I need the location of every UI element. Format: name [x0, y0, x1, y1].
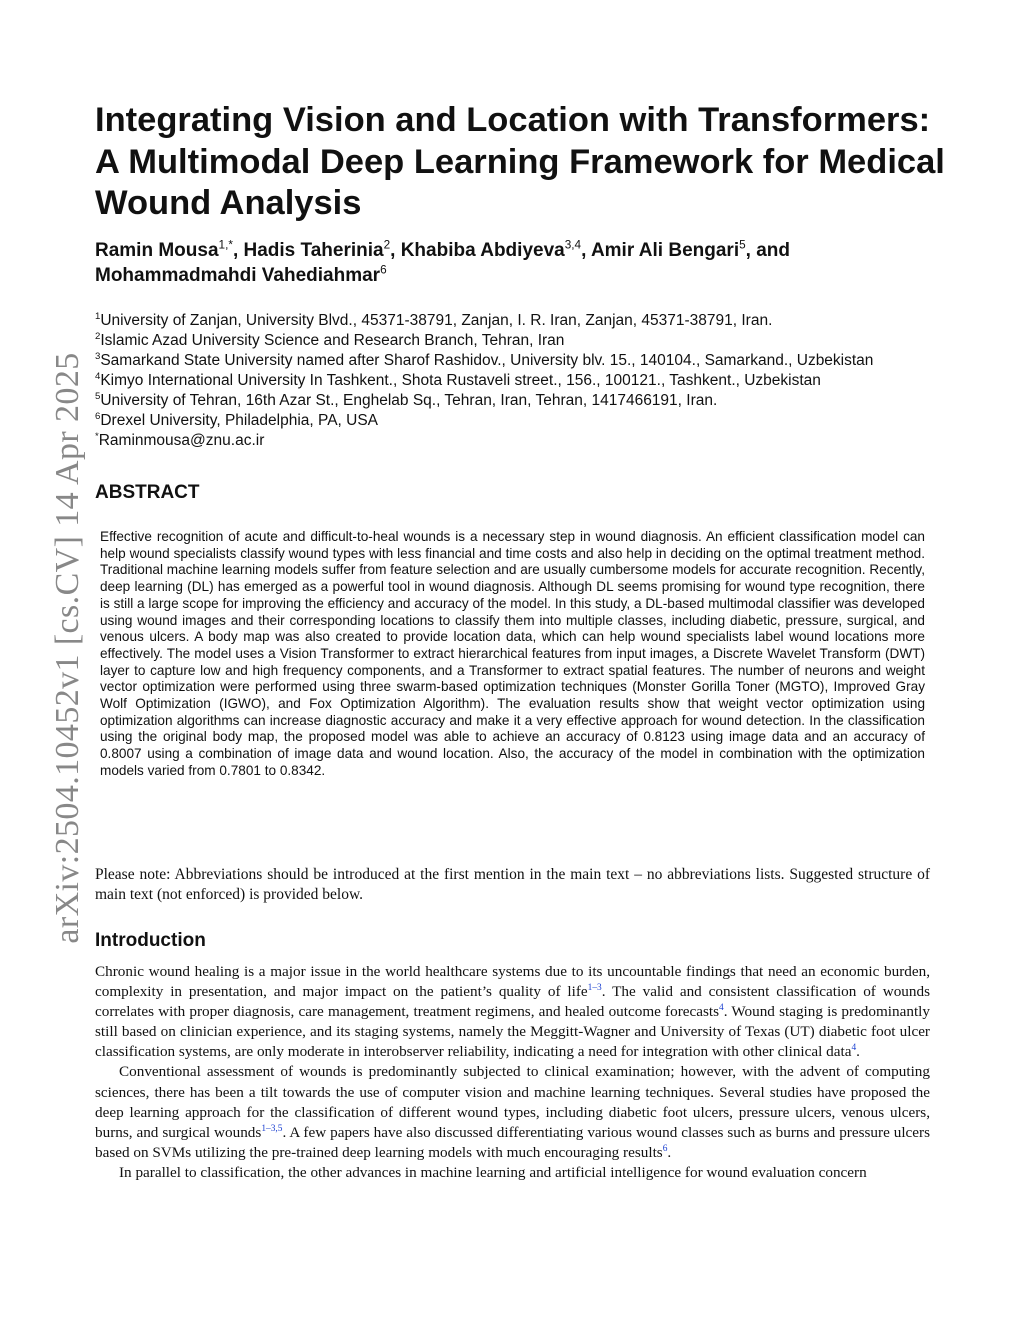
affiliation-list	[95, 311, 955, 451]
affiliation-item	[95, 371, 955, 391]
author-separator: , and	[745, 240, 790, 261]
author-affiliation-marker: 5	[739, 238, 746, 252]
citation-link[interactable]: 1–3	[587, 983, 602, 994]
arxiv-identifier-stamp: arXiv:2504.10452v1 [cs.CV] 14 Apr 2025	[49, 352, 86, 944]
paper-title: Integrating Vision and Location with Transformers: A Multimodal Deep Learning Framework for Medical Wound Analysis	[95, 101, 945, 222]
introduction-paragraph	[95, 1062, 930, 1162]
affiliation-marker: *	[95, 430, 99, 442]
affiliation-marker: 3	[95, 350, 101, 362]
affiliation-item	[95, 311, 955, 331]
author-name: Amir Ali Bengari	[590, 240, 740, 261]
affiliation-marker: 2	[95, 330, 101, 342]
editorial-note: Please note: Abbreviations should be introduced at the first mention in the main text – no abbreviations lists. Suggested structure of main text (not enforced) is provided below.	[95, 866, 930, 903]
affiliation-marker: 5	[95, 390, 101, 402]
citation-link[interactable]: 1–3,5	[261, 1123, 283, 1134]
paragraph-text: . The valid and consistent classification of wounds correlates with proper diagnosis, care management, treatment regimens, and healed outcome forecasts	[95, 983, 930, 1021]
affiliation-text: Raminmousa@znu.ac.ir	[98, 432, 265, 449]
author-separator: ,	[581, 240, 591, 261]
author-name: Mohammadmahdi Vahediahmar	[95, 265, 381, 286]
affiliation-marker: 6	[95, 410, 101, 422]
introduction-paragraph	[95, 962, 930, 1062]
paragraph-text: .	[856, 1043, 860, 1061]
abstract-heading: ABSTRACT	[95, 482, 200, 503]
author-affiliation-marker: 6	[380, 263, 387, 277]
author-affiliation-marker: 2	[383, 238, 391, 252]
paragraph-text: . A few papers have also discussed differentiating various wound classes such as burns and pressure ulcers based on SVMs utilizing the pre-trained deep learning models with much encouraging results	[95, 1123, 930, 1161]
author-affiliation-marker: 1,*	[218, 238, 233, 252]
affiliation-item	[95, 351, 955, 371]
affiliation-item	[95, 331, 955, 351]
affiliation-text: Drexel University, Philadelphia, PA, USA	[100, 412, 379, 429]
affiliation-text: Kimyo International University In Tashkent., Shota Rustaveli street., 156., 100121., Tashkent., Uzbekistan	[100, 372, 821, 389]
affiliation-marker: 4	[95, 370, 101, 382]
abstract-body: Effective recognition of acute and difficult-to-heal wounds is a necessary step in wound diagnosis. An efficient classification model can help wound specialists classify wound types with less financial and time costs and also help in deciding on the optimal treatment method. Traditional machine learning models suffer from feature selection and are usually cumbersome models for accurate recognition. Recently, deep learning (DL) has emerged as a powerful tool in wound diagnosis. Although DL seems promising for wound type recognition, there is still a large scope for improving the efficiency and accuracy of the model. In this study, a DL-based multimodal classifier was developed using wound images and their corresponding locations to classify them into multiple classes, including diabetic, pressure, surgical, and venous ulcers. A body map was also created to provide location data, which can help wound specialists label wound locations more effectively. The model uses a Vision Transformer to extract hierarchical features from input images, a Discrete Wavelet Transform (DWT) layer to capture low and high frequency components, and a Transformer to extract spatial features. The number of neurons and weight vector optimization were performed using three swarm-based optimization techniques (Monster Gorilla Toner (MGTO), Improved Gray Wolf Optimization (IGWO), and Fox Optimization Algorithm). The evaluation results show that weight vector optimization using optimization algorithms can increase diagnostic accuracy and make it a very effective approach for wound detection. In the classification using the original body map, the proposed model was able to achieve an accuracy of 0.8123 using image data and an accuracy of 0.8007 using a combination of image data and wound location. Also, the accuracy of the model in combination with the optimization models varied from 0.7801 to 0.8342.	[100, 529, 925, 778]
introduction-paragraph: In parallel to classification, the other advances in machine learning and artificial intelligence for wound evaluation concern	[119, 1163, 867, 1181]
citation-link[interactable]: 4	[851, 1043, 857, 1054]
citation-link[interactable]: 4	[719, 1003, 724, 1014]
paragraph-text: Chronic wound healing is a major issue in the world healthcare systems due to its uncountable findings that need an economic burden, complexity in presentation, and major impact on the patient’s quality of life	[95, 963, 930, 1001]
affiliation-text: Samarkand State University named after Sharof Rashidov., University blv. 15., 140104., Samarkand., Uzbekistan	[100, 352, 874, 369]
affiliation-marker: 1	[95, 310, 101, 322]
author-list	[95, 238, 955, 288]
affiliation-item	[95, 391, 955, 411]
paragraph-text: .	[667, 1143, 672, 1161]
author-affiliation-marker: 3,4	[564, 238, 582, 252]
citation-link[interactable]: 6	[662, 1143, 668, 1154]
introduction-body	[95, 962, 930, 1183]
author-separator: ,	[390, 240, 401, 261]
affiliation-item	[95, 411, 955, 431]
corresponding-email	[95, 431, 955, 451]
affiliation-text: Islamic Azad University Science and Research Branch, Tehran, Iran	[100, 332, 565, 349]
introduction-heading: Introduction	[95, 930, 206, 951]
author-name: Khabiba Abdiyeva	[400, 240, 565, 261]
author-name: Hadis Taherinia	[243, 240, 384, 261]
paragraph-text: . Wound staging is predominantly still based on clinician experience, and its staging systems, namely the Meggitt-Wagner and University of Texas (UT) diabetic foot ulcer classification systems, are only moderate in interobserver reliability, indicating a need for integration with other clinical data	[95, 1003, 930, 1061]
author-separator: ,	[232, 240, 244, 261]
affiliation-text: University of Zanjan, University Blvd., 45371-38791, Zanjan, I. R. Iran, Zanjan, 45371-38791, Iran.	[100, 312, 773, 329]
author-name: Ramin Mousa	[95, 240, 219, 261]
affiliation-text: University of Tehran, 16th Azar St., Enghelab Sq., Tehran, Iran, Tehran, 1417466191, Iran.	[100, 392, 718, 409]
paragraph-text: Conventional assessment of wounds is predominantly subjected to clinical examination; however, with the advent of computing sciences, there has been a tilt towards the use of computer vision and machine learning techniques. Several studies have proposed the deep learning approach for the classification of different wound types, including diabetic foot ulcers, pressure ulcers, venous ulcers, burns, and surgical wounds	[95, 1063, 930, 1141]
